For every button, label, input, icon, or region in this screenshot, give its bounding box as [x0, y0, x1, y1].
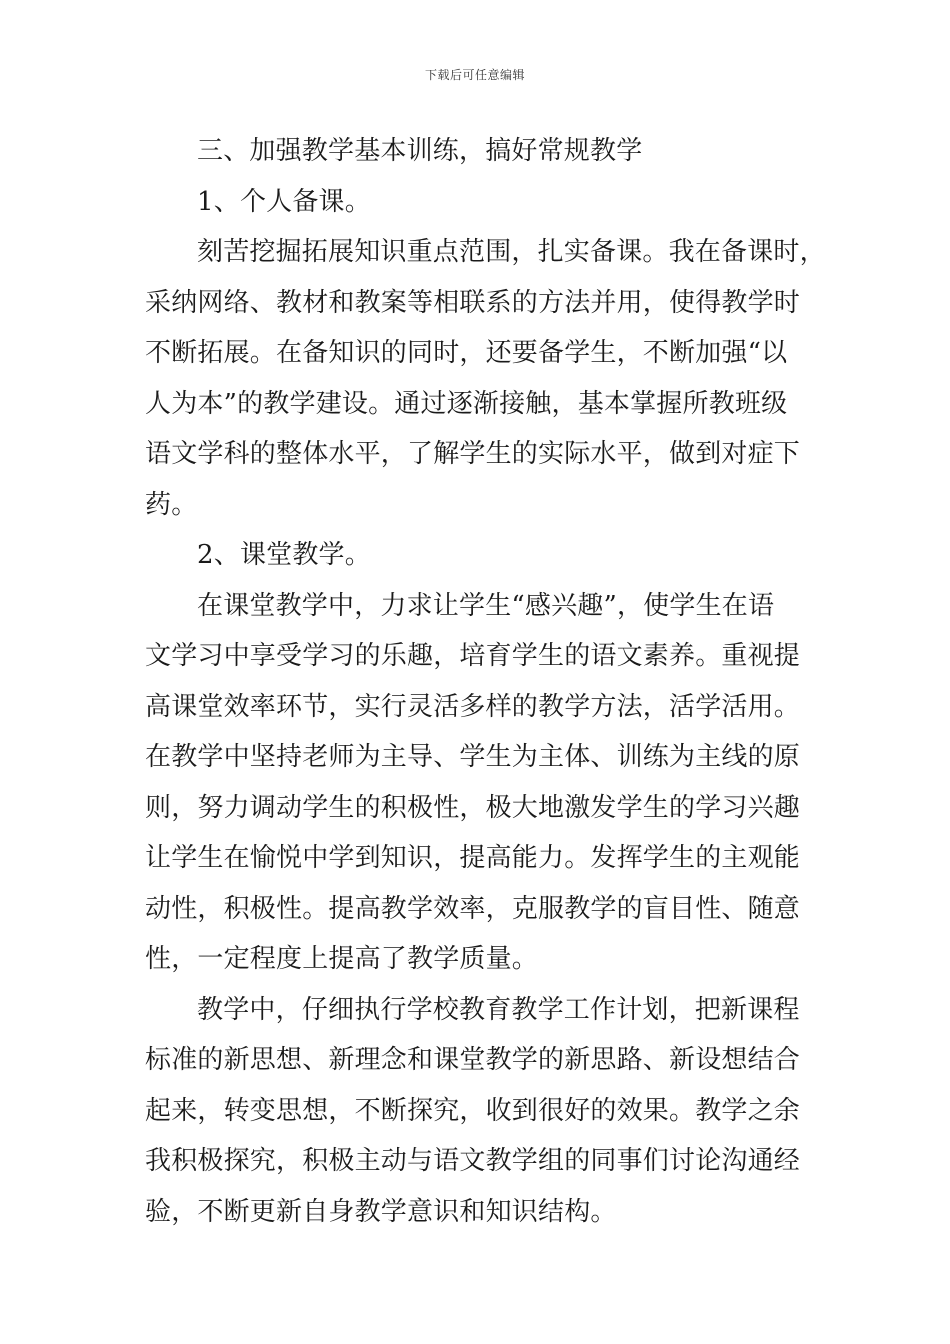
paragraph-line: 教学中，仔细执行学校教育教学工作计划，把新课程	[197, 994, 800, 1025]
document-body	[145, 126, 826, 1237]
paragraph-line: 让学生在愉悦中学到知识，提高能力。发挥学生的主观能	[145, 843, 801, 873]
subheading-classroom-teaching: 2、课堂教学。	[197, 540, 371, 570]
section-heading: 三、加强教学基本训练，搞好常规教学	[197, 136, 643, 166]
paragraph-line: 采纳网络、教材和教案等相联系的方法并用，使得教学时	[145, 287, 801, 318]
paragraph-line: 动性，积极性。提高教学效率，克服教学的盲目性、随意	[145, 893, 801, 924]
paragraph-line: 则，努力调动学生的积极性，极大地激发学生的学习兴趣	[145, 792, 801, 823]
paragraph-line: 刻苦挖掘拓展知识重点范围，扎实备课。我在备课时，	[197, 237, 826, 267]
paragraph-line: 不断拓展。在备知识的同时，还要备学生，不断加强“以	[145, 338, 788, 368]
paragraph-line: 语文学科的整体水平，了解学生的实际水平，做到对症下	[145, 439, 801, 469]
paragraph-line: 人为本”的教学建设。通过逐渐接触，基本掌握所教班级	[145, 388, 788, 419]
paragraph-line: 标准的新思想、新理念和课堂教学的新思路、新设想结合	[145, 1045, 801, 1075]
paragraph-line: 起来，转变思想，不断探究，收到很好的效果。教学之余	[145, 1095, 801, 1126]
paragraph-line: 我积极探究，积极主动与语文教学组的同事们讨论沟通经	[145, 1146, 801, 1176]
header-note: 下载后可任意编辑	[424, 68, 525, 82]
paragraph-line: 性，一定程度上提高了教学质量。	[145, 944, 539, 974]
subheading-personal-preparation: 1、个人备课。	[197, 186, 371, 217]
paragraph-line: 在教学中坚持老师为主导、学生为主体、训练为主线的原	[145, 742, 801, 772]
paragraph-line: 文学习中享受学习的乐趣，培育学生的语文素养。重视提	[145, 641, 801, 671]
paragraph-line: 高课堂效率环节，实行灵活多样的教学方法，活学活用。	[145, 691, 801, 722]
paragraph-line: 药。	[145, 489, 198, 520]
paragraph-line: 在课堂教学中，力求让学生“感兴趣”，使学生在语	[197, 590, 775, 621]
paragraph-line: 验，不断更新自身教学意识和知识结构。	[145, 1196, 617, 1227]
